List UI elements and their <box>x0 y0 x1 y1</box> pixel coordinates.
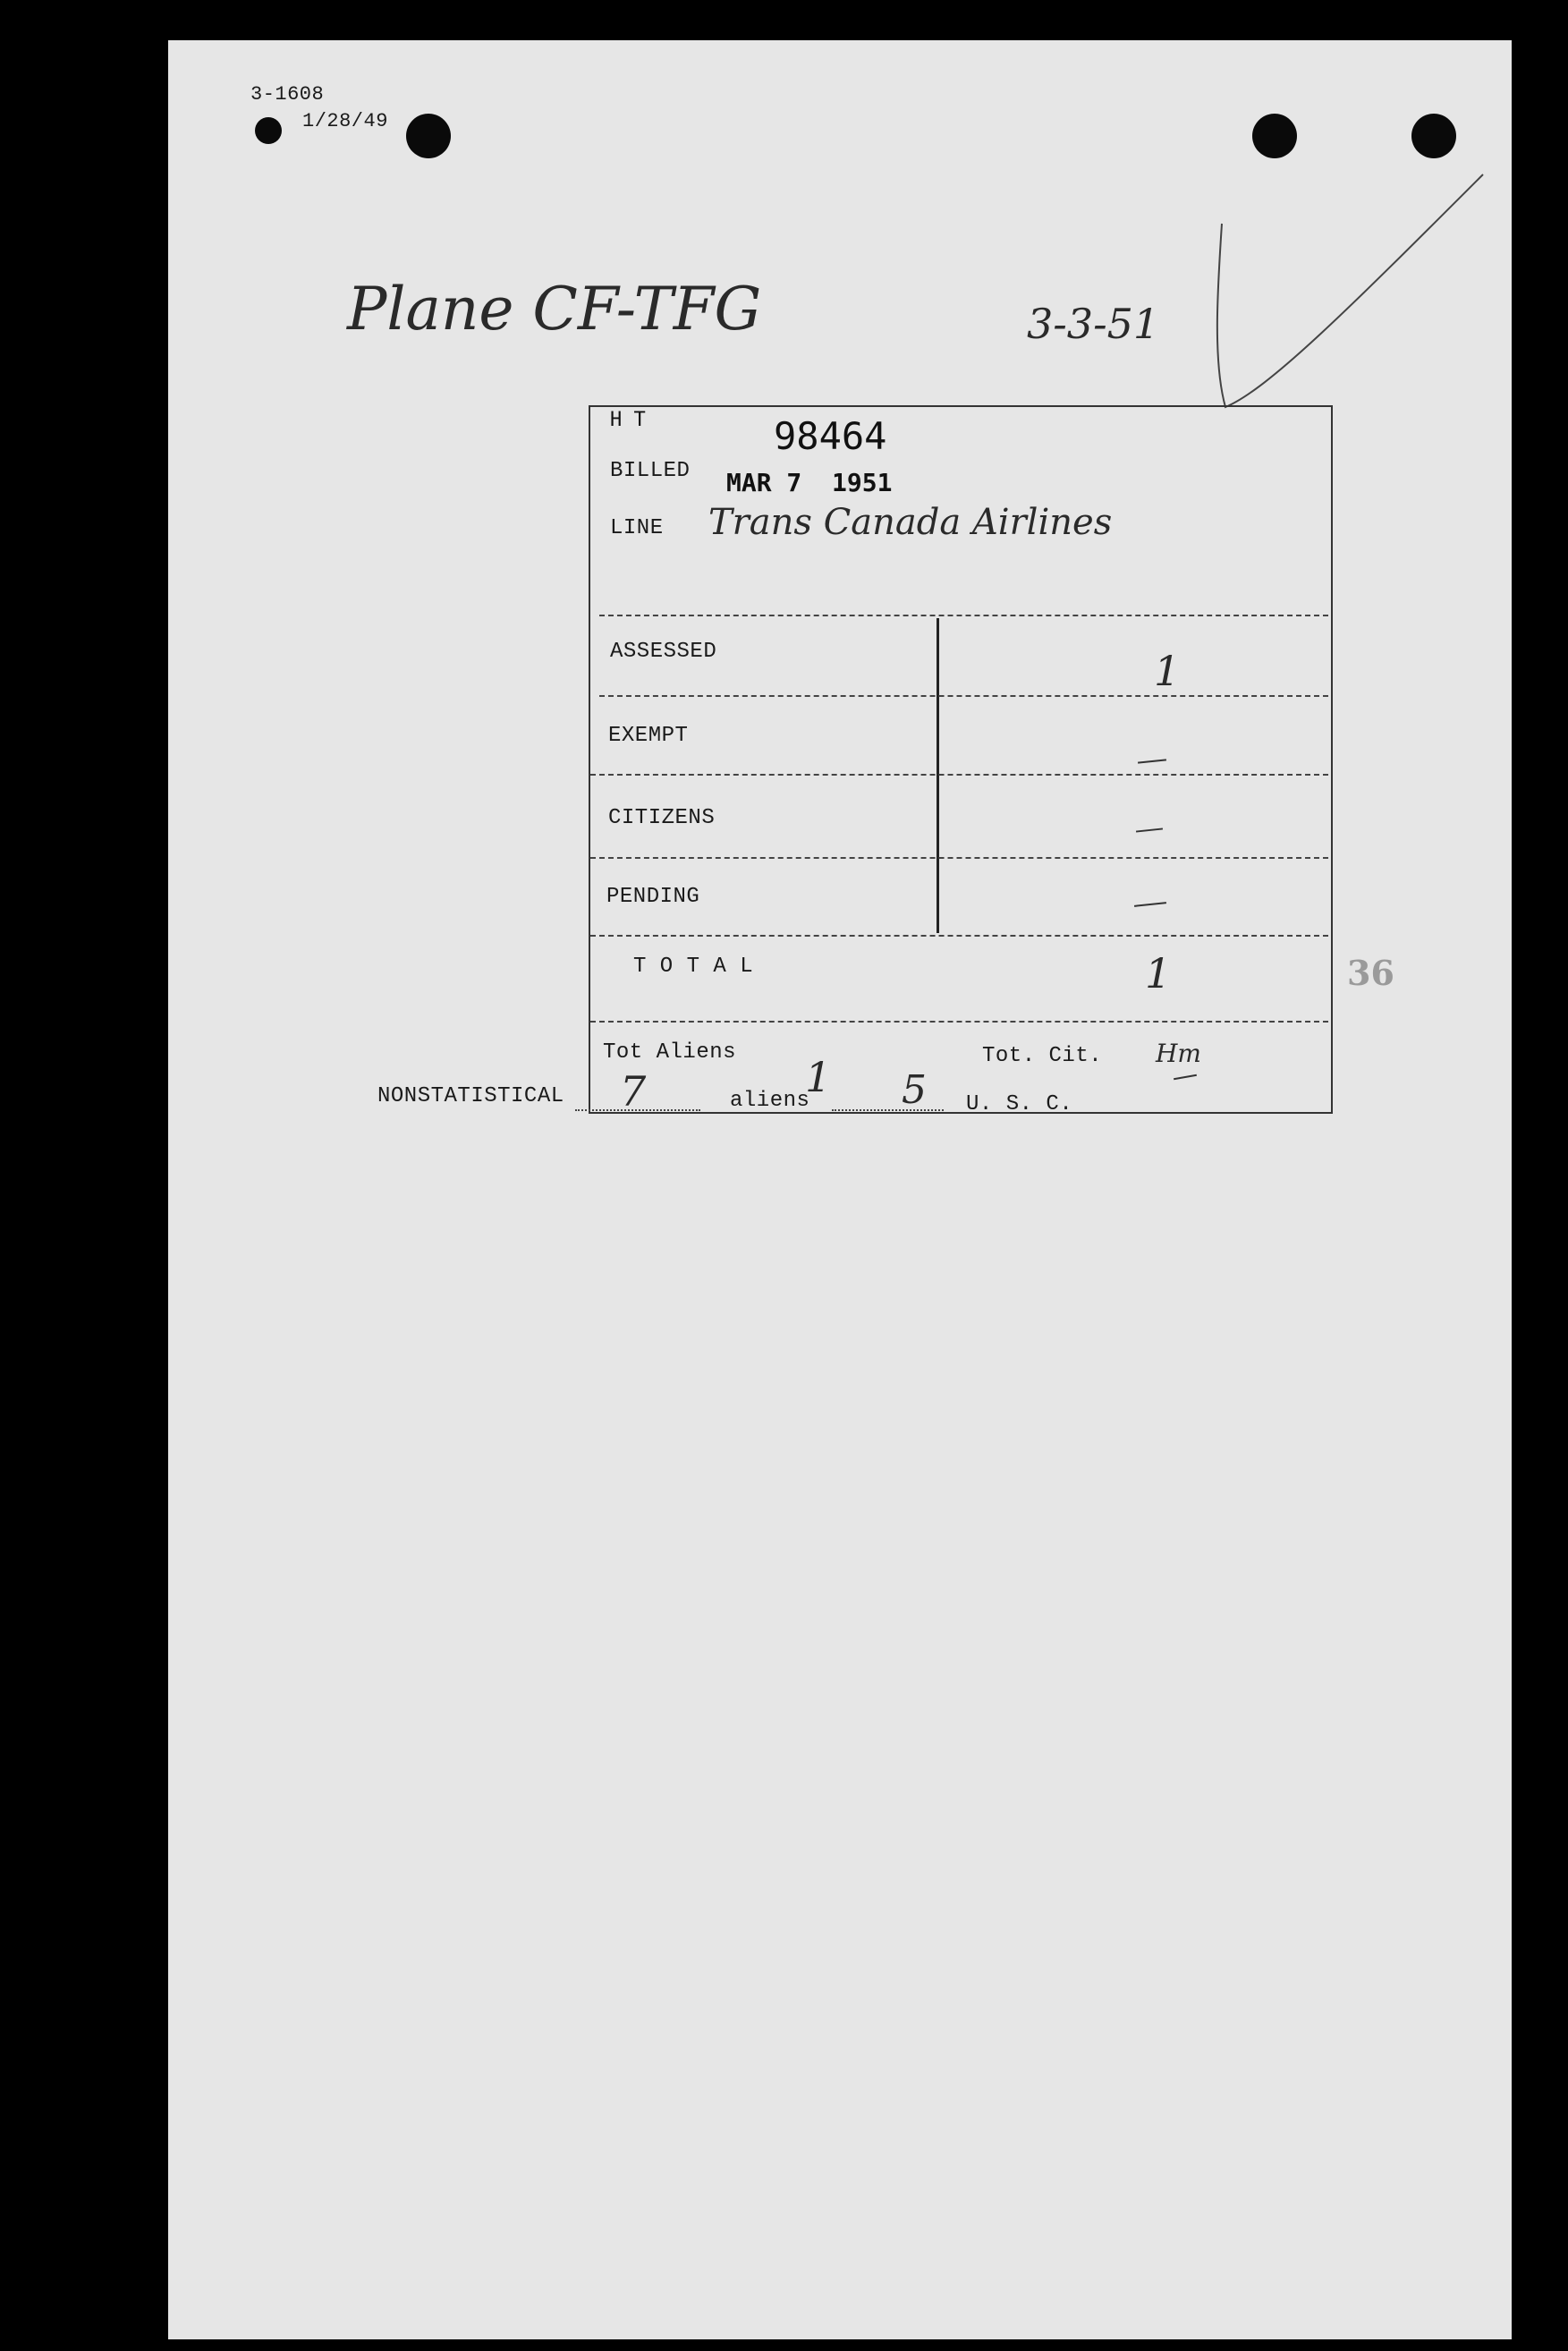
exempt-dash <box>1138 759 1166 763</box>
aliens-label: aliens <box>730 1089 810 1113</box>
punch-hole-right-2 <box>1411 114 1456 158</box>
divider-assessed <box>599 695 1328 697</box>
punch-hole-corner <box>255 117 282 144</box>
total-value: 1 <box>1145 949 1172 997</box>
tot-aliens-label: Tot Aliens <box>603 1040 737 1065</box>
tot-aliens-value: 1 <box>805 1053 832 1101</box>
page-number: 36 <box>1347 953 1394 993</box>
citizens-dash <box>1136 828 1163 832</box>
divider-total <box>590 1021 1328 1023</box>
tot-cit-dash <box>1174 1074 1197 1080</box>
tot-cit-label: Tot. Cit. <box>982 1044 1103 1068</box>
divider-top <box>599 615 1328 616</box>
plane-id: Plane CF-TFG <box>347 275 762 344</box>
form-number: 3-1608 <box>250 83 325 106</box>
ht-number: 98464 <box>774 414 887 458</box>
usc-label: U. S. C. <box>966 1092 1073 1116</box>
citizens-label: CITIZENS <box>608 806 716 830</box>
nonstat-aliens-value: 7 <box>620 1067 647 1116</box>
airline-name: Trans Canada Airlines <box>708 502 1113 543</box>
pending-label: PENDING <box>606 885 700 909</box>
ht-label: H T <box>610 409 646 431</box>
initials: Hm <box>1156 1039 1201 1068</box>
assessed-label: ASSESSED <box>610 640 717 664</box>
nonstatistical-label: NONSTATISTICAL <box>377 1084 564 1108</box>
billed-date: MAR 7 1951 <box>726 468 893 497</box>
divider-pending <box>590 935 1328 937</box>
exempt-label: EXEMPT <box>608 724 689 748</box>
handwritten-date: 3-3-51 <box>1027 300 1160 348</box>
total-label: T O T A L <box>633 955 754 979</box>
pending-dash <box>1134 902 1166 907</box>
nonstat-usc-value: 5 <box>902 1067 927 1113</box>
form-date: 1/28/49 <box>302 110 388 132</box>
assessed-value: 1 <box>1154 647 1181 695</box>
divider-exempt <box>590 774 1328 776</box>
punch-hole-left <box>406 114 451 158</box>
document-sheet <box>168 40 1512 2339</box>
billed-label: BILLED <box>610 459 691 483</box>
punch-hole-right-1 <box>1252 114 1297 158</box>
line-label: LINE <box>610 516 664 540</box>
nonstat-usc-underline <box>832 1109 944 1111</box>
record-form <box>589 405 1333 1114</box>
check-mark-icon <box>1215 166 1501 434</box>
column-divider <box>937 618 939 933</box>
divider-citizens <box>590 857 1328 859</box>
